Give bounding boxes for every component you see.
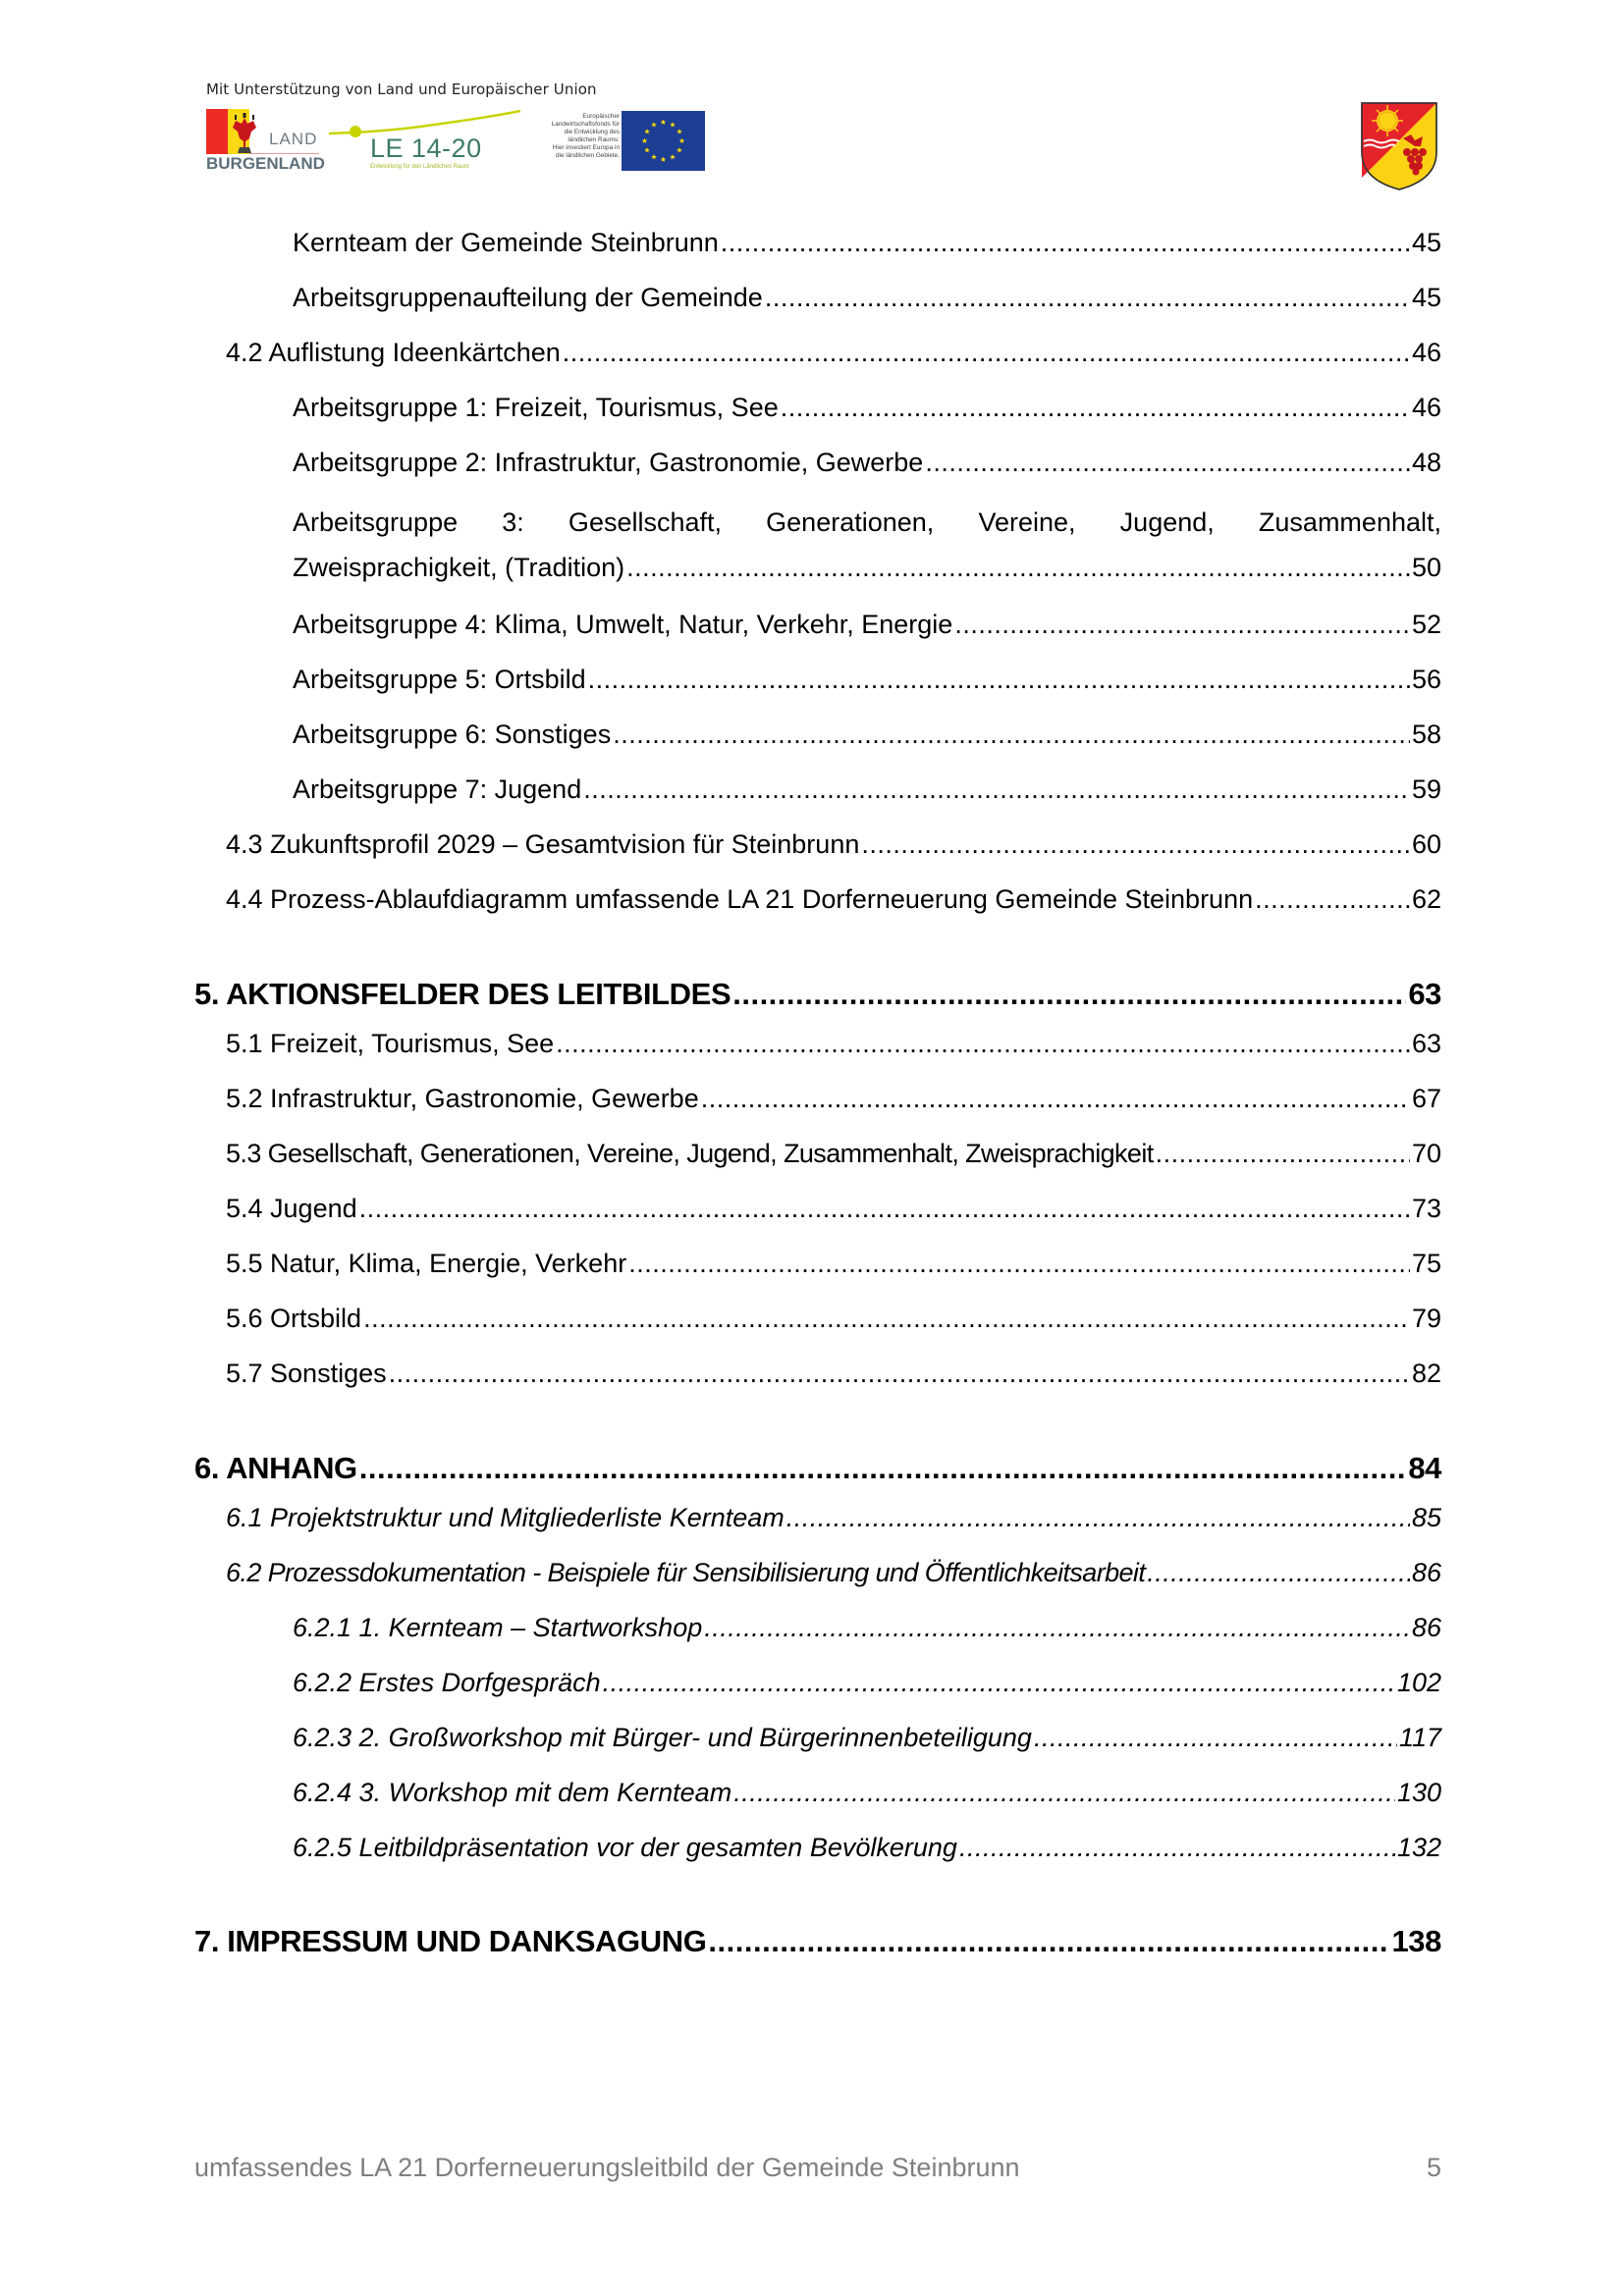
toc-entry-title[interactable]: Arbeitsgruppe 5: Ortsbild [293, 665, 586, 694]
toc-entry-page[interactable]: 86 [1411, 1558, 1441, 1587]
toc-leader-dots [603, 1668, 1395, 1698]
burgenland-land-label: LAND [269, 130, 318, 148]
toc-entry-title[interactable]: 6.2.1 1. Kernteam – Startworkshop [293, 1613, 703, 1642]
toc-entry-title[interactable]: 4.4 Prozess-Ablaufdiagramm umfassende LA 21 Dorferneuerung Gemeinde Steinbrunn [226, 884, 1254, 914]
le-subtitle: Entwicklung für den Ländlichen Raum [370, 164, 469, 170]
eafrd-line: die Entwicklung des [564, 129, 620, 136]
toc-leader-dots [563, 338, 1410, 368]
toc-entry-title[interactable]: Arbeitsgruppe 4: Klima, Umwelt, Natur, Verkehr, Energie [293, 610, 953, 639]
toc-entry-title[interactable]: Arbeitsgruppe 2: Infrastruktur, Gastronomie, Gewerbe [293, 448, 924, 477]
toc-entry-title[interactable]: 6.2.3 2. Großworkshop mit Bürger- und Bürgerinnenbeteiligung [293, 1723, 1032, 1752]
toc-entry-page[interactable]: 48 [1411, 448, 1441, 477]
eafrd-line: Europäischer [582, 113, 620, 120]
toc-entry[interactable] [293, 500, 1441, 590]
toc-entry-title[interactable]: 6.2.5 Leitbildpräsentation vor der gesamten Bevölkerung [293, 1833, 957, 1862]
toc-entry-page[interactable]: 82 [1411, 1359, 1441, 1388]
toc-leader-dots [701, 1084, 1410, 1114]
toc-entry-title[interactable]: Arbeitsgruppe 7: Jugend [293, 774, 582, 804]
toc-leader-dots [1255, 884, 1410, 915]
eafrd-statement [525, 113, 620, 161]
toc-entry-page[interactable]: 75 [1411, 1249, 1441, 1278]
toc-leader-dots [959, 1833, 1395, 1863]
toc-leader-dots [583, 774, 1410, 805]
toc-entry-page[interactable]: 62 [1411, 884, 1441, 914]
toc-leader-dots [363, 1304, 1410, 1334]
toc-entry-page[interactable]: 117 [1398, 1723, 1441, 1752]
le-14-20-logo [329, 110, 525, 174]
toc-entry-page[interactable]: 60 [1411, 829, 1441, 859]
toc-leader-dots [732, 977, 1406, 1012]
toc-chapter-page[interactable]: 63 [1408, 977, 1441, 1011]
toc-entry-title[interactable]: Arbeitsgruppenaufteilung der Gemeinde [293, 283, 763, 312]
toc-entry-title[interactable]: 6.1 Projektstruktur und Mitgliederliste Kernteam [226, 1503, 785, 1532]
eafrd-line: ländlichen Raums: [568, 136, 620, 144]
toc-entry-title[interactable]: 5.2 Infrastruktur, Gastronomie, Gewerbe [226, 1084, 699, 1113]
toc-leader-dots [1147, 1558, 1410, 1588]
toc-entry-title[interactable]: 5.6 Ortsbild [226, 1304, 362, 1333]
toc-leader-dots [925, 448, 1410, 478]
toc-entry-title[interactable]: 6.2 Prozessdokumentation - Beispiele für Sensibilisierung und Öffentlichkeitsarbeit [226, 1558, 1146, 1587]
toc-entry-page[interactable]: 58 [1411, 720, 1441, 749]
toc-leader-dots [588, 665, 1410, 695]
toc-entry-title[interactable]: 5.1 Freizeit, Tourismus, See [226, 1029, 555, 1058]
toc-entry-title[interactable]: 6.2.4 3. Workshop mit dem Kernteam [293, 1778, 732, 1807]
toc-leader-dots [721, 228, 1410, 258]
toc-entry-title[interactable]: 4.3 Zukunftsprofil 2029 – Gesamtvision für Steinbrunn [226, 829, 860, 859]
eafrd-line: Landwirtschaftsfonds für [551, 121, 620, 129]
toc-entry-page[interactable]: 45 [1411, 228, 1441, 257]
toc-entry-title[interactable]: 5.3 Gesellschaft, Generationen, Vereine, Jugend, Zusammenhalt, Zweisprachigkeit [226, 1139, 1154, 1168]
toc-entry-page[interactable]: 46 [1411, 338, 1441, 367]
toc-entry-page[interactable]: 59 [1411, 774, 1441, 804]
toc-entry-page[interactable]: 52 [1411, 610, 1441, 639]
footer-document-title: umfassendes LA 21 Dorferneuerungsleitbild der Gemeinde Steinbrunn [194, 2153, 1020, 2182]
footer-page-number: 5 [1426, 2153, 1441, 2182]
toc-leader-dots [359, 1194, 1410, 1224]
support-statement: Mit Unterstützung von Land und Europäischer Union [206, 80, 597, 98]
toc-entry-page[interactable]: 70 [1411, 1139, 1441, 1168]
toc-leader-dots [861, 829, 1410, 860]
eagle-icon [230, 112, 259, 153]
toc-leader-dots [626, 545, 1410, 590]
le-title: LE 14-20 [370, 133, 482, 163]
toc-leader-dots [389, 1359, 1410, 1389]
toc-leader-dots [1156, 1139, 1410, 1169]
toc-entry-title[interactable]: Arbeitsgruppe 6: Sonstiges [293, 720, 612, 749]
toc-entry-page[interactable]: 73 [1411, 1194, 1441, 1223]
toc-entry-page[interactable]: 130 [1396, 1778, 1441, 1807]
eu-flag-icon [622, 111, 705, 171]
eafrd-line: die ländlichen Gebiete. [555, 152, 620, 160]
toc-leader-dots [359, 1451, 1407, 1486]
toc-leader-dots [704, 1613, 1410, 1643]
toc-entry-page[interactable]: 56 [1411, 665, 1441, 694]
toc-entry-page[interactable]: 50 [1411, 553, 1441, 582]
toc-entry-title[interactable]: 5.7 Sonstiges [226, 1359, 387, 1388]
toc-entry-page[interactable]: 132 [1396, 1833, 1441, 1862]
eafrd-line: Hier investiert Europa in [552, 144, 620, 152]
toc-entry-title[interactable]: Kernteam der Gemeinde Steinbrunn [293, 228, 719, 257]
toc-entry-page[interactable]: 86 [1411, 1613, 1441, 1642]
toc-entry-page[interactable]: 85 [1411, 1503, 1441, 1532]
toc-chapter-page[interactable]: 138 [1391, 1924, 1441, 1958]
toc-leader-dots [708, 1924, 1389, 1959]
toc-leader-dots [781, 393, 1410, 423]
toc-leader-dots [556, 1029, 1410, 1059]
toc-entry-title[interactable]: 6.2.2 Erstes Dorfgespräch [293, 1668, 601, 1697]
toc-leader-dots [628, 1249, 1410, 1279]
coat-of-arms-icon [1360, 101, 1438, 191]
toc-entry-page[interactable]: 102 [1396, 1668, 1441, 1697]
toc-leader-dots [765, 283, 1410, 313]
toc-chapter-title[interactable]: 7. IMPRESSUM UND DANKSAGUNG [194, 1924, 707, 1958]
burgenland-name-label: BURGENLAND [206, 154, 325, 173]
toc-entry-page[interactable]: 46 [1411, 393, 1441, 422]
burgenland-logo [206, 109, 325, 173]
toc-entry-page[interactable]: 79 [1411, 1304, 1441, 1333]
toc-entry-page[interactable]: 63 [1411, 1029, 1441, 1058]
toc-entry-title-line1[interactable]: Arbeitsgruppe 3: Gesellschaft, Generationen, Vereine, Jugend, Zusammenhalt, [293, 507, 1441, 537]
toc-entry-title[interactable]: 5.4 Jugend [226, 1194, 357, 1223]
toc-leader-dots [786, 1503, 1410, 1533]
toc-entry-title[interactable]: 5.5 Natur, Klima, Energie, Verkehr [226, 1249, 627, 1278]
toc-leader-dots [733, 1778, 1395, 1808]
toc-chapter-title[interactable]: 6. ANHANG [194, 1451, 357, 1485]
toc-entry-page[interactable]: 67 [1411, 1084, 1441, 1113]
burgenland-flag-red-stripe [206, 109, 228, 154]
toc-chapter-title[interactable]: 5. AKTIONSFELDER DES LEITBILDES [194, 977, 731, 1011]
toc-entry-title[interactable]: 4.2 Auflistung Ideenkärtchen [226, 338, 561, 367]
toc-entry-title[interactable]: Zweisprachigkeit, (Tradition) [293, 553, 625, 582]
toc-leader-dots [954, 610, 1410, 640]
toc-leader-dots [613, 720, 1410, 750]
toc-entry-page[interactable]: 45 [1411, 283, 1441, 312]
toc-leader-dots [1034, 1723, 1397, 1753]
toc-entry-title[interactable]: Arbeitsgruppe 1: Freizeit, Tourismus, See [293, 393, 779, 422]
toc-chapter-page[interactable]: 84 [1408, 1451, 1441, 1485]
